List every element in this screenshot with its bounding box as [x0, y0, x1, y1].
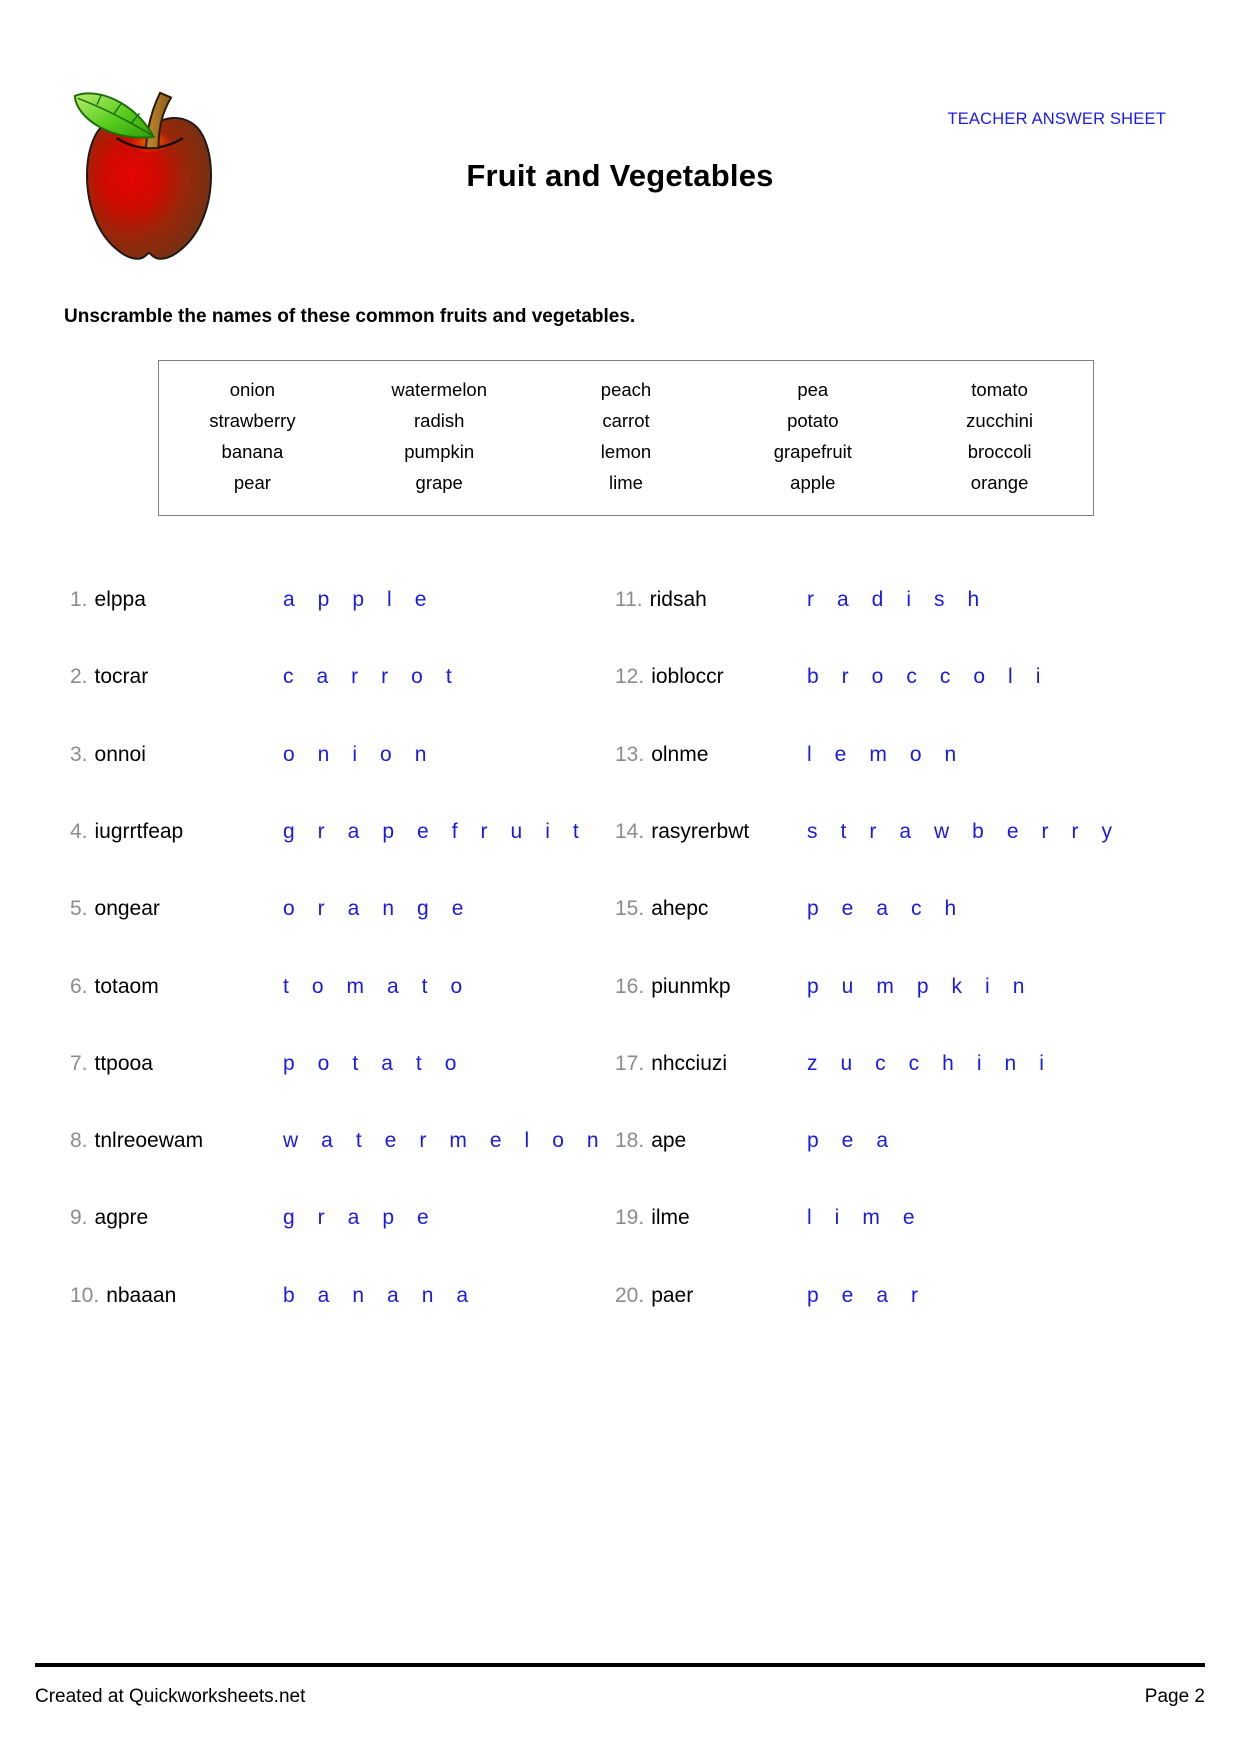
scrambled-word: ilme: [651, 1206, 690, 1230]
answer-word: zucchini: [807, 1051, 1067, 1075]
scrambled-word: ahepc: [651, 897, 709, 921]
question-number: 7.: [70, 1051, 88, 1075]
word-bank-word: zucchini: [966, 410, 1033, 431]
scrambled-word: agpre: [94, 1206, 149, 1230]
question-number: 3.: [70, 742, 88, 766]
question-number: 15.: [615, 897, 645, 921]
question-number: 11.: [615, 588, 643, 611]
question-row: [70, 897, 615, 927]
question-number: 13.: [615, 742, 645, 766]
answer-word: watermelon: [283, 1129, 622, 1153]
answers-column-right: [615, 588, 1215, 1378]
word-bank-word: pea: [797, 379, 829, 400]
scrambled-word: ridsah: [649, 588, 707, 611]
question-number: 19.: [615, 1206, 645, 1230]
question-row: [70, 1052, 615, 1082]
scrambled-word: nhcciuzi: [651, 1051, 728, 1075]
question-row: [70, 588, 615, 618]
word-bank-column: [159, 374, 346, 515]
word-bank-word: banana: [221, 441, 284, 462]
word-bank-word: peach: [600, 379, 652, 400]
page-title: Fruit and Vegetables: [466, 158, 774, 193]
scrambled-word: iobloccr: [651, 665, 724, 689]
answer-word: pumpkin: [807, 974, 1048, 998]
scrambled-word: piunmkp: [651, 974, 731, 998]
answer-word: onion: [283, 742, 450, 766]
question-number: 20.: [615, 1283, 645, 1307]
scrambled-word: nbaaan: [106, 1283, 177, 1307]
answer-word: lemon: [807, 742, 980, 766]
question-row: [615, 975, 1215, 1005]
word-bank-word: lime: [609, 472, 643, 493]
word-bank-word: lemon: [600, 441, 652, 462]
question-number: 1.: [70, 588, 88, 611]
scrambled-word: paer: [651, 1283, 694, 1307]
question-number: 4.: [70, 819, 88, 843]
scrambled-word: olnme: [651, 742, 709, 766]
word-bank-word: potato: [787, 410, 839, 431]
footer-page-number: Page 2: [1144, 1686, 1205, 1707]
answer-word: peach: [807, 897, 980, 921]
answer-word: radish: [807, 588, 1003, 611]
answer-word: apple: [283, 588, 450, 611]
answer-word: carrot: [283, 665, 475, 689]
footer-credit: Created at Quickworksheets.net: [35, 1686, 306, 1707]
scrambled-word: totaom: [94, 974, 159, 998]
word-bank-box: [158, 360, 1094, 516]
answer-word: tomato: [283, 974, 486, 998]
question-row: [70, 820, 615, 850]
answer-word: pea: [807, 1129, 912, 1153]
question-row: [615, 588, 1215, 618]
word-bank-word: onion: [229, 379, 276, 400]
question-number: 8.: [70, 1129, 88, 1153]
answer-word: banana: [283, 1283, 492, 1307]
word-bank-word: broccoli: [967, 441, 1032, 462]
question-number: 5.: [70, 897, 88, 921]
instruction-text: Unscramble the names of these common fruits and vegetables.: [64, 306, 636, 327]
word-bank-word: carrot: [602, 410, 650, 431]
question-row: [615, 1052, 1215, 1082]
word-bank-word: strawberry: [209, 410, 296, 431]
scrambled-word: ape: [651, 1129, 687, 1153]
question-row: [615, 665, 1215, 695]
word-bank-word: watermelon: [391, 379, 488, 400]
question-row: [70, 665, 615, 695]
question-number: 14.: [615, 819, 645, 843]
word-bank-word: radish: [414, 410, 465, 431]
question-row: [70, 1206, 615, 1236]
question-row: [70, 1129, 622, 1159]
answer-word: grapefruit: [283, 819, 602, 843]
scrambled-word: onnoi: [94, 742, 146, 766]
question-row: [615, 1284, 1215, 1314]
question-row: [615, 1129, 1215, 1159]
word-bank-word: grapefruit: [773, 441, 852, 462]
answer-word: pear: [807, 1283, 942, 1307]
scrambled-word: rasyrerbwt: [651, 819, 750, 843]
scrambled-word: tnlreoewam: [94, 1129, 204, 1153]
question-number: 18.: [615, 1129, 645, 1153]
word-bank-word: apple: [790, 472, 836, 493]
word-bank-word: pumpkin: [404, 441, 475, 462]
word-bank-word: orange: [970, 472, 1029, 493]
scrambled-word: tocrar: [94, 665, 149, 689]
question-number: 6.: [70, 974, 88, 998]
question-number: 10.: [70, 1283, 100, 1307]
question-number: 12.: [615, 665, 645, 689]
scrambled-word: iugrrtfeap: [94, 819, 184, 843]
question-number: 17.: [615, 1051, 645, 1075]
question-row: [70, 975, 615, 1005]
question-row: [615, 1206, 1215, 1236]
question-row: [70, 1284, 615, 1314]
question-row: [615, 820, 1215, 850]
word-bank-word: tomato: [971, 379, 1028, 400]
answer-word: grape: [283, 1206, 452, 1230]
question-number: 9.: [70, 1206, 88, 1230]
question-row: [615, 743, 1215, 773]
answer-word: strawberry: [807, 819, 1136, 843]
answers-column-left: [70, 588, 622, 1378]
word-bank-column: [719, 374, 906, 515]
word-bank-word: pear: [233, 472, 271, 493]
scrambled-word: ttpooa: [94, 1051, 153, 1075]
question-row: [615, 897, 1215, 927]
word-bank-column: [533, 374, 720, 515]
word-bank-word: grape: [415, 472, 463, 493]
scrambled-word: elppa: [94, 588, 146, 611]
word-bank-column: [906, 374, 1093, 515]
teacher-answer-sheet-label: TEACHER ANSWER SHEET: [947, 110, 1166, 128]
question-number: 2.: [70, 665, 88, 689]
answer-word: orange: [283, 897, 487, 921]
answer-word: broccoli: [807, 665, 1064, 689]
answer-word: potato: [283, 1051, 480, 1075]
word-bank-column: [346, 374, 533, 515]
question-number: 16.: [615, 974, 645, 998]
scrambled-word: ongear: [94, 897, 160, 921]
question-row: [70, 743, 615, 773]
footer-divider: [35, 1663, 1205, 1667]
answer-word: lime: [807, 1206, 938, 1230]
